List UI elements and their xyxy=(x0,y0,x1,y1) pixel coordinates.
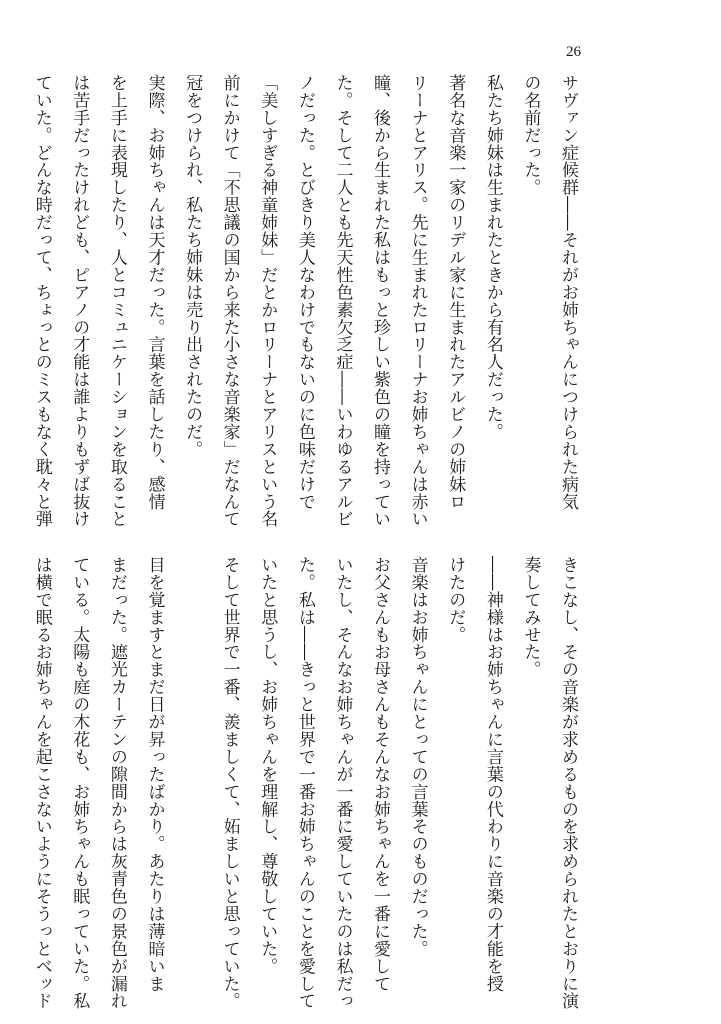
text-line: は苦手だったけれども、ピアノの才能は誰よりもずば抜け xyxy=(69,74,90,528)
text-line: た。そして二人とも先天性色素欠乏症――いわゆるアルビ xyxy=(332,74,353,528)
text-line: 著名な音楽一家のリデル家に生まれたアルビノの姉妹ロ xyxy=(445,74,466,511)
text-line: 音楽はお姉ちゃんにとっての言葉そのものだった。 xyxy=(407,556,428,958)
text-line: ――神様はお姉ちゃんに言葉の代わりに音楽の才能を授 xyxy=(482,556,503,993)
text-line: そして世界で一番、羨ましくて、妬ましいと思っていた。 xyxy=(219,556,240,1010)
blank-line xyxy=(172,556,210,996)
text-line: けたのだ。 xyxy=(445,556,466,644)
text-line: 奏してみせた。 xyxy=(520,556,541,679)
text-line: 冠をつけられ、私たち姉妹は売り出されたのだ。 xyxy=(182,74,203,458)
text-line: ている。太陽も庭の木花も、お姉ちゃんも眠っていた。私 xyxy=(69,556,90,1010)
page-number: 26 xyxy=(566,44,581,60)
text-line: 私たち姉妹は生まれたときから有名人だった。 xyxy=(482,74,503,441)
text-line: の名前だった。 xyxy=(520,74,541,197)
text-line: お父さんもお母さんもそんなお姉ちゃんを一番に愛して xyxy=(370,556,391,993)
bottom-text-tier xyxy=(31,556,586,1010)
text-line: 前にかけて「不思議の国から来た小さな音楽家」だなんて xyxy=(219,74,240,528)
text-line: ノだった。とびきり美人なわけでもないのに色味だけで xyxy=(294,74,315,511)
top-text-tier xyxy=(31,74,586,528)
text-line: を上手に表現したり、人とコミュニケーションを取ること xyxy=(106,74,127,528)
text-line: 瞳、後から生まれた私はもっと珍しい紫色の瞳を持ってい xyxy=(370,74,391,528)
text-line: 「美しすぎる神童姉妹」だとかロリーナとアリスという名 xyxy=(257,74,278,528)
text-line: 実際、お姉ちゃんは天才だった。言葉を話したり、感情 xyxy=(144,74,165,511)
text-line: サヴァン症候群――それがお姉ちゃんにつけられた病気 xyxy=(558,74,578,511)
text-line: まだった。遮光カーテンの隙間からは灰青色の景色が漏れ xyxy=(106,556,127,1010)
text-line: いたし、そんなお姉ちゃんが一番に愛していたのは私だっ xyxy=(332,556,353,1010)
text-line: リーナとアリス。先に生まれたロリーナお姉ちゃんは赤い xyxy=(407,74,428,528)
text-line: は横で眠るお姉ちゃんを起こさないようにそうっとベッド xyxy=(31,556,52,1010)
text-line: た。私は――きっと世界で一番お姉ちゃんのことを愛して xyxy=(294,556,315,1010)
text-line: いたと思うし、お姉ちゃんを理解し、尊敬していた。 xyxy=(257,556,278,975)
text-line: ていた。どんな時だって、ちょっとのミスもなく耽々と弾 xyxy=(31,74,52,528)
text-line: きこなし、その音楽が求めるものを求められたとおりに演 xyxy=(558,556,578,1010)
text-line: 目を覚ますとまだ日が昇ったばかり。あたりは薄暗いま xyxy=(144,556,165,993)
